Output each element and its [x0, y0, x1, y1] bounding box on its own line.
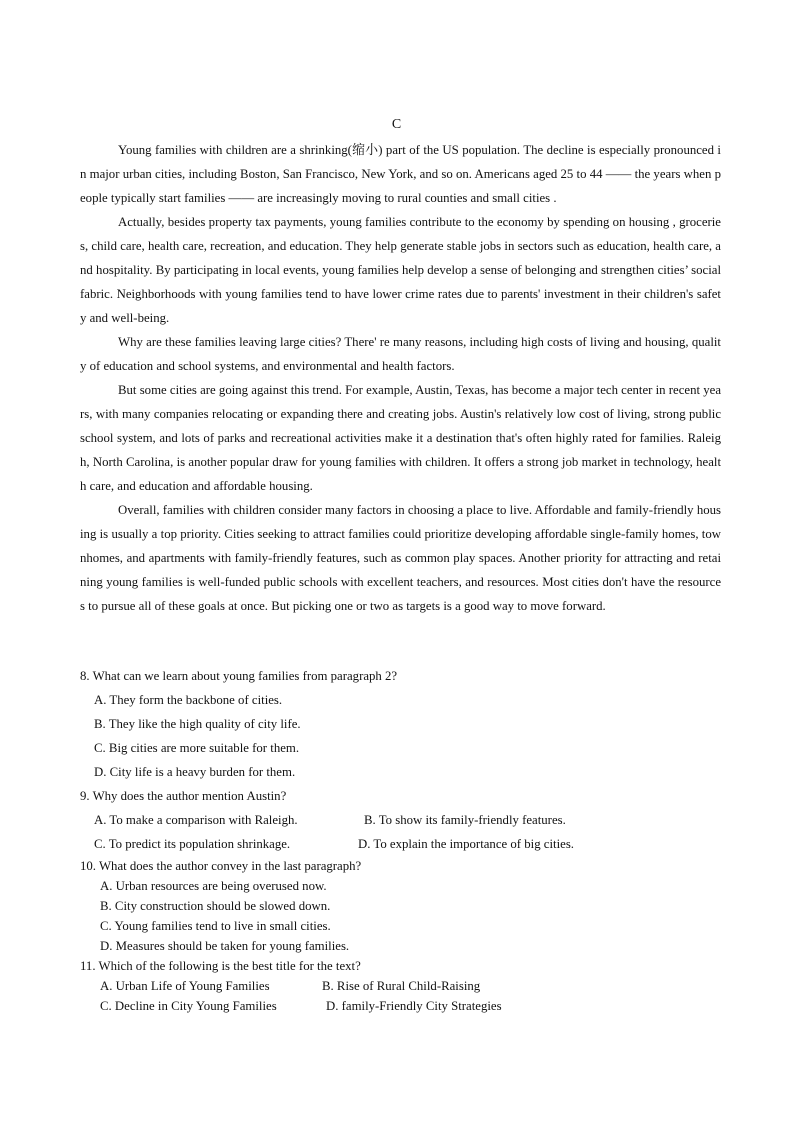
question-stem: 10. What does the author convey in the last paragraph? — [80, 859, 362, 873]
paragraph-2: Actually, besides property tax payments, young families contribute to the economy by spending on housing , groceries, child care, health care, recreation, and education. They help generate stable jobs in sectors such as education, health care, and hospitality. By participating in local events, young families help develop a sense of belonging and strengthen cities’ social fabric. Neighborhoods with young families tend to have lower crime rates due to parents' investment in their children's safety and well-being. — [80, 215, 721, 325]
option-b: B. To show its family-friendly features. — [364, 813, 566, 827]
question-stem: 8. What can we learn about young families from paragraph 2? — [80, 669, 398, 683]
paragraph-4: But some cities are going against this trend. For example, Austin, Texas, has become a major tech center in recent years, with many companies relocating or expanding there and creating jobs. Austin's relatively low cost of living, strong public school system, and lots of parks and recreational activities make it a destination that's often highly rated for families. Raleigh, North Carolina, is another popular draw for young families with children. It offers a strong job market in technology, health care, and education and affordable housing. — [80, 383, 721, 493]
option-a: A. They form the backbone of cities. — [94, 693, 283, 707]
option-d: D. To explain the importance of big cities. — [358, 837, 575, 851]
option-row — [80, 832, 721, 856]
option-b: B. City construction should be slowed down. — [100, 899, 331, 913]
option-row — [80, 996, 721, 1016]
option-row — [80, 808, 721, 832]
paragraph-1: Young families with children are a shrinking(缩小) part of the US population. The decline is especially pronounced in major urban cities, including Boston, San Francisco, New York, and so on. Americans aged 25 to 44 —— the years when people typically start families —— are increasingly moving to rural counties and small cities . — [80, 143, 721, 205]
option-c: C. To predict its population shrinkage. — [94, 837, 291, 851]
paragraph-5: Overall, families with children consider many factors in choosing a place to live. Affordable and family-friendly housing is usually a top priority. Cities seeking to attract families could prioritize developing affordable single-family homes, townhomes, and apartments with family-friendly features, such as common play spaces. Another priority for attracting and retaining young families is well-funded public schools with excellent teachers, and resources. Most cities don't have the resources to pursue all of these goals at once. But picking one or two as targets is a good way to move forward. — [80, 503, 721, 613]
option-d: D. Measures should be taken for young families. — [100, 939, 350, 953]
option-a: A. To make a comparison with Raleigh. — [94, 813, 298, 827]
option-a: A. Urban Life of Young Families — [100, 979, 270, 993]
option-c: C. Big cities are more suitable for them. — [94, 741, 300, 755]
option-c: C. Young families tend to live in small cities. — [100, 919, 331, 933]
question-stem: 11. Which of the following is the best title for the text? — [80, 959, 361, 973]
question-8 — [80, 664, 721, 784]
section-label: C — [391, 117, 402, 132]
question-10 — [80, 856, 721, 956]
option-b: B. They like the high quality of city life. — [94, 717, 301, 731]
passage — [80, 138, 721, 618]
option-c: C. Decline in City Young Families — [100, 999, 277, 1013]
question-9 — [80, 784, 721, 856]
option-b: B. Rise of Rural Child-Raising — [322, 979, 481, 993]
option-a: A. Urban resources are being overused now. — [100, 879, 327, 893]
option-row — [80, 976, 721, 996]
paragraph-3: Why are these families leaving large cities? There' re many reasons, including high costs of living and housing, quality of education and school systems, and environmental and health factors. — [80, 335, 721, 373]
question-11 — [80, 956, 721, 1016]
option-d: D. family-Friendly City Strategies — [326, 999, 502, 1013]
option-d: D. City life is a heavy burden for them. — [94, 765, 296, 779]
question-stem: 9. Why does the author mention Austin? — [80, 789, 287, 803]
question-list — [80, 664, 721, 1016]
